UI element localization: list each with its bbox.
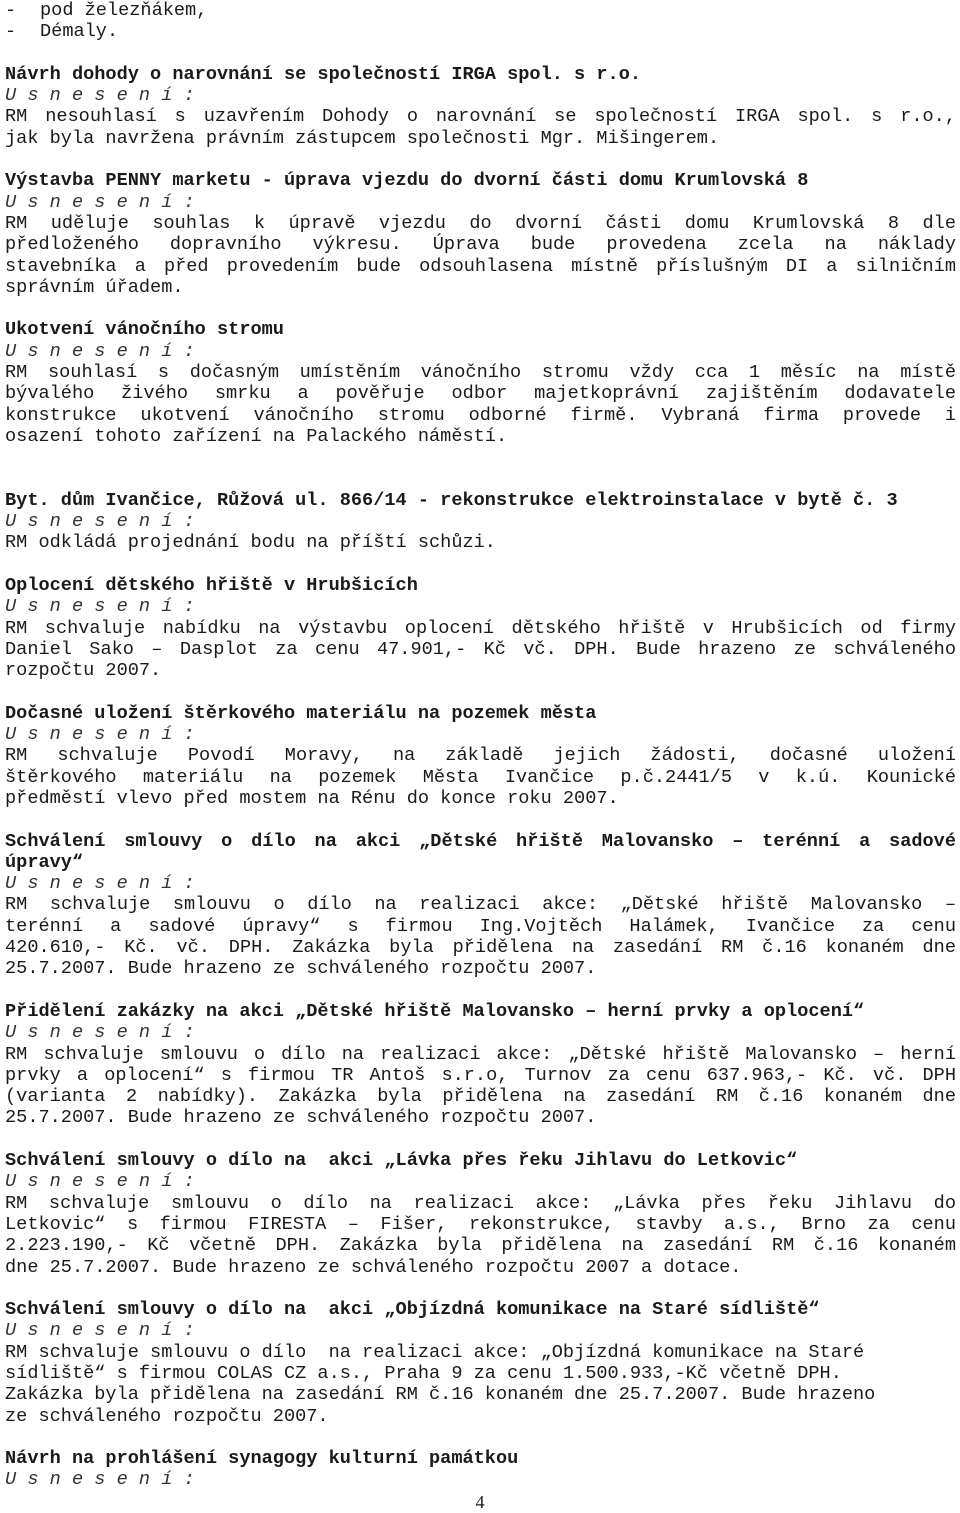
resolution-label: U s n e s e n í : xyxy=(5,511,195,533)
resolution-section xyxy=(5,575,956,681)
resolution-section xyxy=(5,319,956,447)
resolution-text-line: RM schvaluje Povodí Moravy, na základě jejich žádosti, dočasné uložení xyxy=(5,745,956,767)
bullet-list xyxy=(5,0,956,43)
resolution-text-line: 25.7.2007. Bude hrazeno ze schváleného rozpočtu 2007. xyxy=(5,1107,597,1129)
resolution-text-line: RM souhlasí s dočasným umístěním vánočního stromu vždy cca 1 měsíc na místě xyxy=(5,362,956,384)
section-heading: Ukotvení vánočního stromu xyxy=(5,319,284,341)
resolution-text-line: dne 25.7.2007. Bude hrazeno ze schváleného rozpočtu 2007 a dotace. xyxy=(5,1256,742,1278)
resolution-text-line: RM schvaluje smlouvu o dílo na realizaci akce: „Dětské hřiště Malovansko – xyxy=(5,894,956,916)
blank-line xyxy=(5,149,956,170)
section-heading: úpravy“ xyxy=(5,851,84,873)
resolution-text-line: rozpočtu 2007. xyxy=(5,660,162,682)
resolution-text-line: štěrkového materiálu na pozemek Města Ivančice p.č.2441/5 v k.ú. Kounické xyxy=(5,766,956,788)
resolution-text-line: RM schvaluje smlouvu o dílo na realizaci akce: „Lávka přes řeku Jihlavu do xyxy=(5,1192,956,1214)
blank-line xyxy=(5,43,956,64)
resolution-text-line: Letkovic“ s firmou FIRESTA – Fišer, rekonstrukce, stavby a.s., Brno za cenu xyxy=(5,1213,956,1235)
bullet-text: pod železňákem, xyxy=(40,0,208,21)
section-heading: Byt. dům Ivančice, Růžová ul. 866/14 - rekonstrukce elektroinstalace v bytě č. 3 xyxy=(5,489,898,511)
resolution-section xyxy=(5,64,956,149)
resolution-text-line: (varianta 2 nabídky). Zakázka byla přidělena na zasedání RM č.16 konaném dne xyxy=(5,1086,956,1108)
resolution-section xyxy=(5,1299,956,1427)
section-heading: Přidělení zakázky na akci „Dětské hřiště Malovansko – herní prvky a oplocení“ xyxy=(5,1000,865,1022)
bullet-text: Démaly. xyxy=(40,21,119,43)
resolution-label: U s n e s e n í : xyxy=(5,596,195,618)
resolution-text-line: sídliště“ s firmou COLAS CZ a.s., Praha 9 za cenu 1.500.933,-Kč včetně DPH. xyxy=(5,1363,842,1384)
resolutions xyxy=(5,43,956,1491)
resolution-label: U s n e s e n í : xyxy=(5,873,195,895)
bullet-item xyxy=(5,21,956,42)
resolution-text-line: Daniel Sako – Dasplot za cenu 47.901,- Kč vč. DPH. Bude hrazeno ze schváleného xyxy=(5,638,956,660)
blank-line xyxy=(5,1129,956,1150)
blank-line xyxy=(5,469,956,490)
resolution-text-line: Zakázka byla přidělena na zasedání RM č.16 konaném dne 25.7.2007. Bude hrazeno xyxy=(5,1384,876,1406)
resolution-text-line: RM schvaluje smlouvu o dílo na realizaci akce: „Objízdná komunikace na Staré xyxy=(5,1341,865,1363)
resolution-text-line: ze schváleného rozpočtu 2007. xyxy=(5,1405,329,1427)
resolution-label: U s n e s e n í : xyxy=(5,1469,195,1491)
bullet-dash: - xyxy=(5,0,17,21)
resolution-label: U s n e s e n í : xyxy=(5,340,195,362)
resolution-text-line: RM uděluje souhlas k úpravě vjezdu do dvorní části domu Krumlovská 8 dle xyxy=(5,212,956,234)
resolution-section xyxy=(5,490,956,554)
blank-line xyxy=(5,1278,956,1299)
resolution-text-line: RM odkládá projednání bodu na příští schůzi. xyxy=(5,532,496,554)
resolution-text-line: terénní a sadové úpravy“ s firmou Ing.Vojtěch Halámek, Ivančice za cenu xyxy=(5,915,956,937)
resolution-text-line: RM schvaluje nabídku na výstavbu oplocení dětského hřiště v Hrubšicích od firmy xyxy=(5,617,956,639)
blank-line xyxy=(5,980,956,1001)
resolution-text-line: prvky a oplocení“ s firmou TR Antoš s.r.o, Turnov za cenu 637.963,- Kč. vč. DPH xyxy=(5,1064,956,1086)
resolution-text-line: správním úřadem. xyxy=(5,276,184,298)
blank-line xyxy=(5,554,956,575)
section-heading: Návrh na prohlášení synagogy kulturní památkou xyxy=(5,1448,519,1470)
resolution-text-line: předloženého dopravního výkresu. Úprava bude provedena zcela na náklady xyxy=(5,234,956,256)
resolution-section xyxy=(5,170,956,298)
resolution-text-line: jak byla navržena právním zástupcem společnosti Mgr. Mišingerem. xyxy=(5,127,720,149)
bullet-item xyxy=(5,0,956,21)
section-heading: Schválení smlouvy o dílo na akci „Objízdná komunikace na Staré sídliště“ xyxy=(5,1299,820,1321)
resolution-label: U s n e s e n í : xyxy=(5,724,195,746)
resolution-text-line: 420.610,- Kč. vč. DPH. Zakázka byla přidělena na zasedání RM č.16 konaném dne xyxy=(5,937,956,959)
resolution-section xyxy=(5,1001,956,1129)
resolution-text-line: 2.223.190,- Kč včetně DPH. Zakázka byla přidělena na zasedání RM č.16 konaném xyxy=(5,1235,956,1257)
resolution-section xyxy=(5,831,956,980)
section-heading: Návrh dohody o narovnání se společností IRGA spol. s r.o. xyxy=(5,63,642,85)
resolution-text-line: 25.7.2007. Bude hrazeno ze schváleného rozpočtu 2007. xyxy=(5,958,597,980)
resolution-label: U s n e s e n í : xyxy=(5,1022,195,1044)
blank-line xyxy=(5,682,956,703)
bullet-dash: - xyxy=(5,21,17,43)
resolution-label: U s n e s e n í : xyxy=(5,191,195,213)
section-heading: Schválení smlouvy o dílo na akci „Dětské hřiště Malovansko – terénní a sadové xyxy=(5,830,956,852)
document-page xyxy=(5,0,956,1491)
resolution-text-line: konstrukce ukotvení vánočního stromu odborné firmě. Vybraná firma provede i xyxy=(5,404,956,426)
section-heading: Schválení smlouvy o dílo na akci „Lávka přes řeku Jihlavu do Letkovic“ xyxy=(5,1150,798,1172)
resolution-label: U s n e s e n í : xyxy=(5,1171,195,1193)
resolution-label: U s n e s e n í : xyxy=(5,1320,195,1342)
resolution-text-line: RM schvaluje smlouvu o dílo na realizaci akce: „Dětské hřiště Malovansko – herní xyxy=(5,1043,956,1065)
blank-line xyxy=(5,298,956,319)
resolution-section xyxy=(5,1448,956,1491)
resolution-section xyxy=(5,703,956,809)
section-heading: Oplocení dětského hřiště v Hrubšicích xyxy=(5,575,418,597)
resolution-text-line: osazení tohoto zařízení na Palackého náměstí. xyxy=(5,425,508,447)
blank-line xyxy=(5,1427,956,1448)
resolution-text-line: předměstí vlevo před mostem na Rénu do konce roku 2007. xyxy=(5,787,619,809)
page-number: 4 xyxy=(475,1492,485,1512)
resolution-text-line: bývalého živého smrku a pověřuje odbor majetkoprávní zajištěním dodavatele xyxy=(5,383,956,405)
section-heading: Výstavba PENNY marketu - úprava vjezdu do dvorní části domu Krumlovská 8 xyxy=(5,170,809,192)
blank-line xyxy=(5,809,956,830)
resolution-section xyxy=(5,1150,956,1278)
resolution-text-line: stavebníka a před provedením bude odsouhlasena místně příslušným DI a silničním xyxy=(5,255,956,277)
resolution-text-line: RM nesouhlasí s uzavřením Dohody o narovnání se společností IRGA spol. s r.o., xyxy=(5,106,956,128)
section-heading: Dočasné uložení štěrkového materiálu na pozemek města xyxy=(5,702,597,724)
resolution-label: U s n e s e n í : xyxy=(5,85,195,107)
blank-line xyxy=(5,447,956,468)
